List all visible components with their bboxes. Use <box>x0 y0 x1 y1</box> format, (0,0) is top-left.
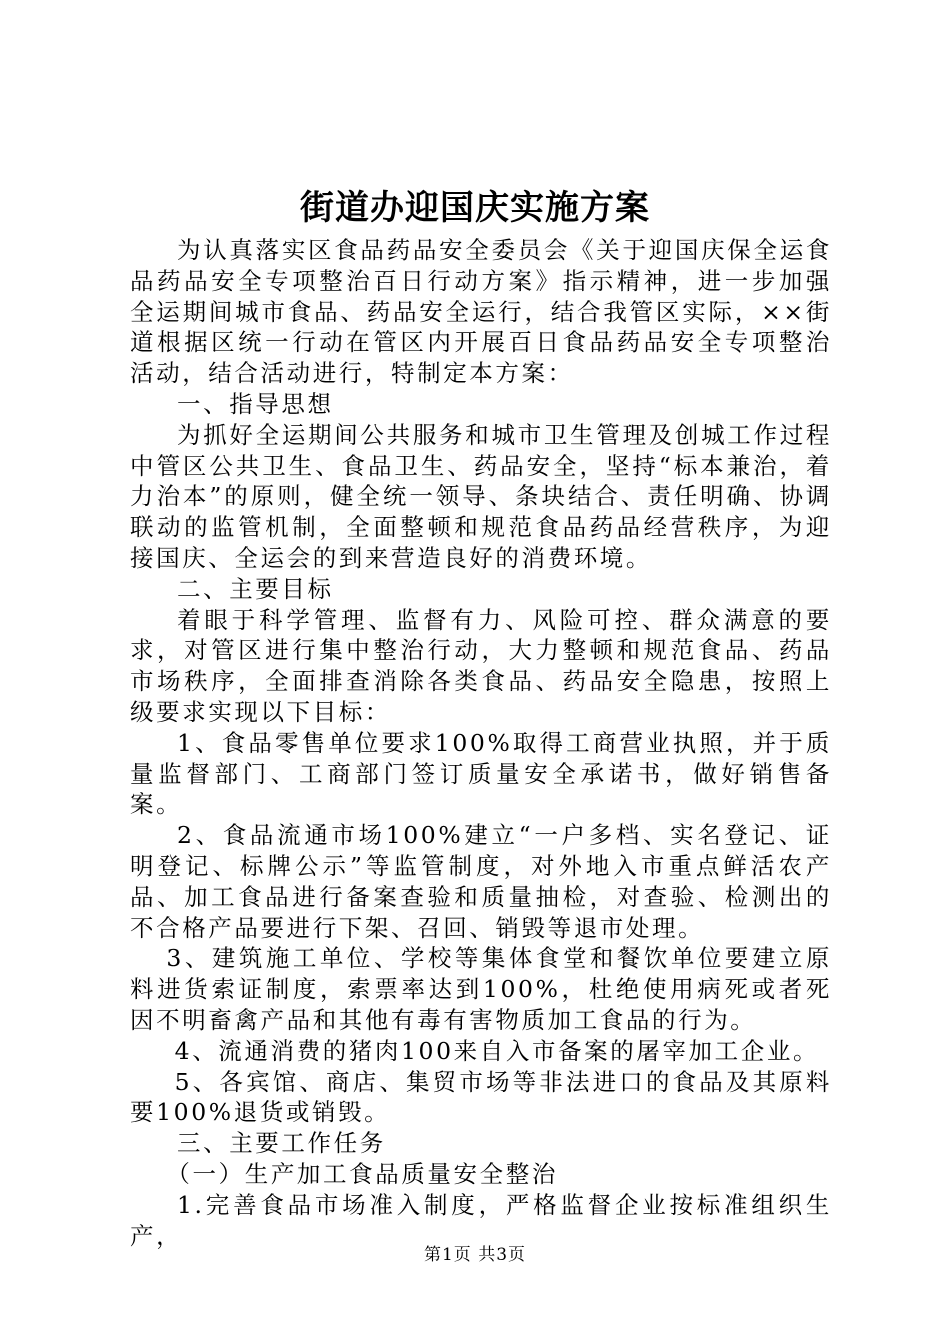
goal-item-5: 5、各宾馆、商店、集贸市场等非法进口的食品及其原料要100%退货或销毁。 <box>130 1067 832 1127</box>
goal-item-2: 2、食品流通市场100%建立“一户多档、实名登记、证明登记、标牌公示”等监管制度，对外地入市重点鲜活农产品、加工食品进行备案查验和质量抽检，对查验、检测出的不合格产品要进行下架、召回、销毁等退市处理。 <box>130 821 832 942</box>
task-item-1: 1.完善食品市场准入制度，严格监督企业按标准组织生产， <box>130 1190 832 1250</box>
goal-item-1: 1、食品零售单位要求100%取得工商营业执照，并于质量监督部门、工商部门签订质量安全承诺书，做好销售备案。 <box>130 728 832 819</box>
paragraph-main-goals: 着眼于科学管理、监督有力、风险可控、群众满意的要求，对管区进行集中整治行动，大力整顿和规范食品、药品市场秩序，全面排查消除各类食品、药品安全隐患，按照上级要求实现以下目标： <box>130 605 832 726</box>
goal-item-3: 3、建筑施工单位、学校等集体食堂和餐饮单位要建立原料进货索证制度，索票率达到100%，杜绝使用病死或者死因不明畜禽产品和其他有毒有害物质加工食品的行为。 <box>130 944 832 1034</box>
section-heading-guiding-thought: 一、指导思想 <box>177 389 334 418</box>
document-body <box>130 235 832 1251</box>
document-title: 街道办迎国庆实施方案 <box>300 188 650 228</box>
page-footer <box>0 1240 950 1265</box>
page-number-indicator: 第1页 共3页 <box>423 1245 527 1265</box>
goal-item-4: 4、流通消费的猪肉100来自入市备案的屠宰加工企业。 <box>174 1036 820 1065</box>
subsection-heading-food-production: （一）生产加工食品质量安全整治 <box>166 1159 558 1188</box>
paragraph-intro: 为认真落实区食品药品安全委员会《关于迎国庆保全运食品药品安全专项整治百日行动方案》指示精神，进一步加强全运期间城市食品、药品安全运行，结合我管区实际，××街道根据区统一行动在管区内开展百日食品药品安全专项整治活动，结合活动进行，特制定本方案： <box>130 236 832 388</box>
section-heading-main-tasks: 三、主要工作任务 <box>177 1129 386 1158</box>
section-heading-main-goals: 二、主要目标 <box>177 574 334 603</box>
paragraph-guiding-thought: 为抓好全运期间公共服务和城市卫生管理及创城工作过程中管区公共卫生、食品卫生、药品安全，坚持“标本兼治，着力治本”的原则，健全统一领导、条块结合、责任明确、协调联动的监管机制，全面整顿和规范食品药品经营秩序，为迎接国庆、全运会的到来营造良好的消费环境。 <box>130 420 832 572</box>
